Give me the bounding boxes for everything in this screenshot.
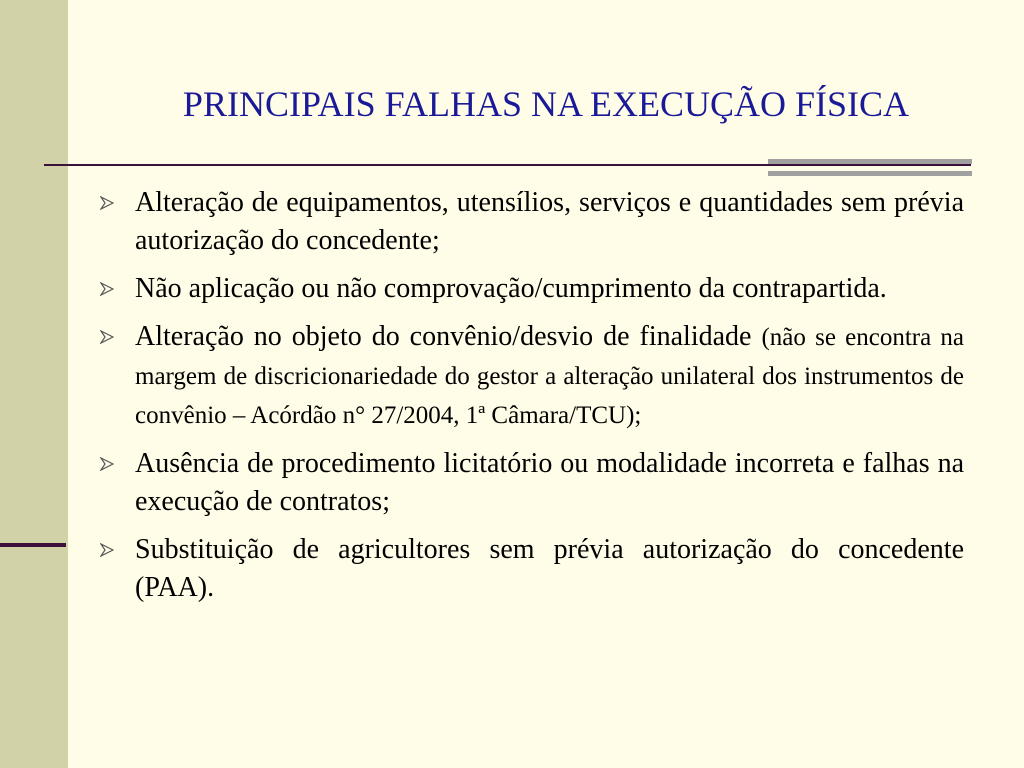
list-item <box>100 531 964 607</box>
left-accent-line <box>0 543 66 547</box>
bullet-note: (não se encontra na margem de discricionariedade do gestor a alteração unilateral dos instrumentos de convênio – Acórdão n° 27/2004, 1ª Câmara/TCU); <box>135 324 964 429</box>
bullet-text: Substituição de agricultores sem prévia autorização do concedente (PAA). <box>135 534 964 603</box>
bullet-text: Alteração de equipamentos, utensílios, serviços e quantidades sem prévia autorização do concedente; <box>135 187 964 256</box>
bullet-text: Não aplicação ou não comprovação/cumprimento da contrapartida. <box>135 273 887 304</box>
arrowhead-bullet-icon <box>100 531 120 569</box>
left-decorative-band <box>0 0 68 768</box>
arrowhead-bullet-icon <box>100 184 120 222</box>
arrowhead-bullet-icon <box>100 270 120 308</box>
arrowhead-bullet-icon <box>100 445 120 483</box>
list-item <box>100 270 964 308</box>
bullet-text: Alteração no objeto do convênio/desvio de finalidade <box>135 321 752 352</box>
bullet-text: Ausência de procedimento licitatório ou modalidade incorreta e falhas na execução de contratos; <box>135 448 964 517</box>
decorative-bar-bottom <box>768 171 972 176</box>
list-item <box>100 184 964 260</box>
list-item <box>100 318 964 435</box>
bullet-list <box>100 184 964 617</box>
slide-title: PRINCIPAIS FALHAS NA EXECUÇÃO FÍSICA <box>182 84 910 124</box>
list-item <box>100 445 964 521</box>
title-divider <box>44 164 971 166</box>
arrowhead-bullet-icon <box>100 318 120 356</box>
